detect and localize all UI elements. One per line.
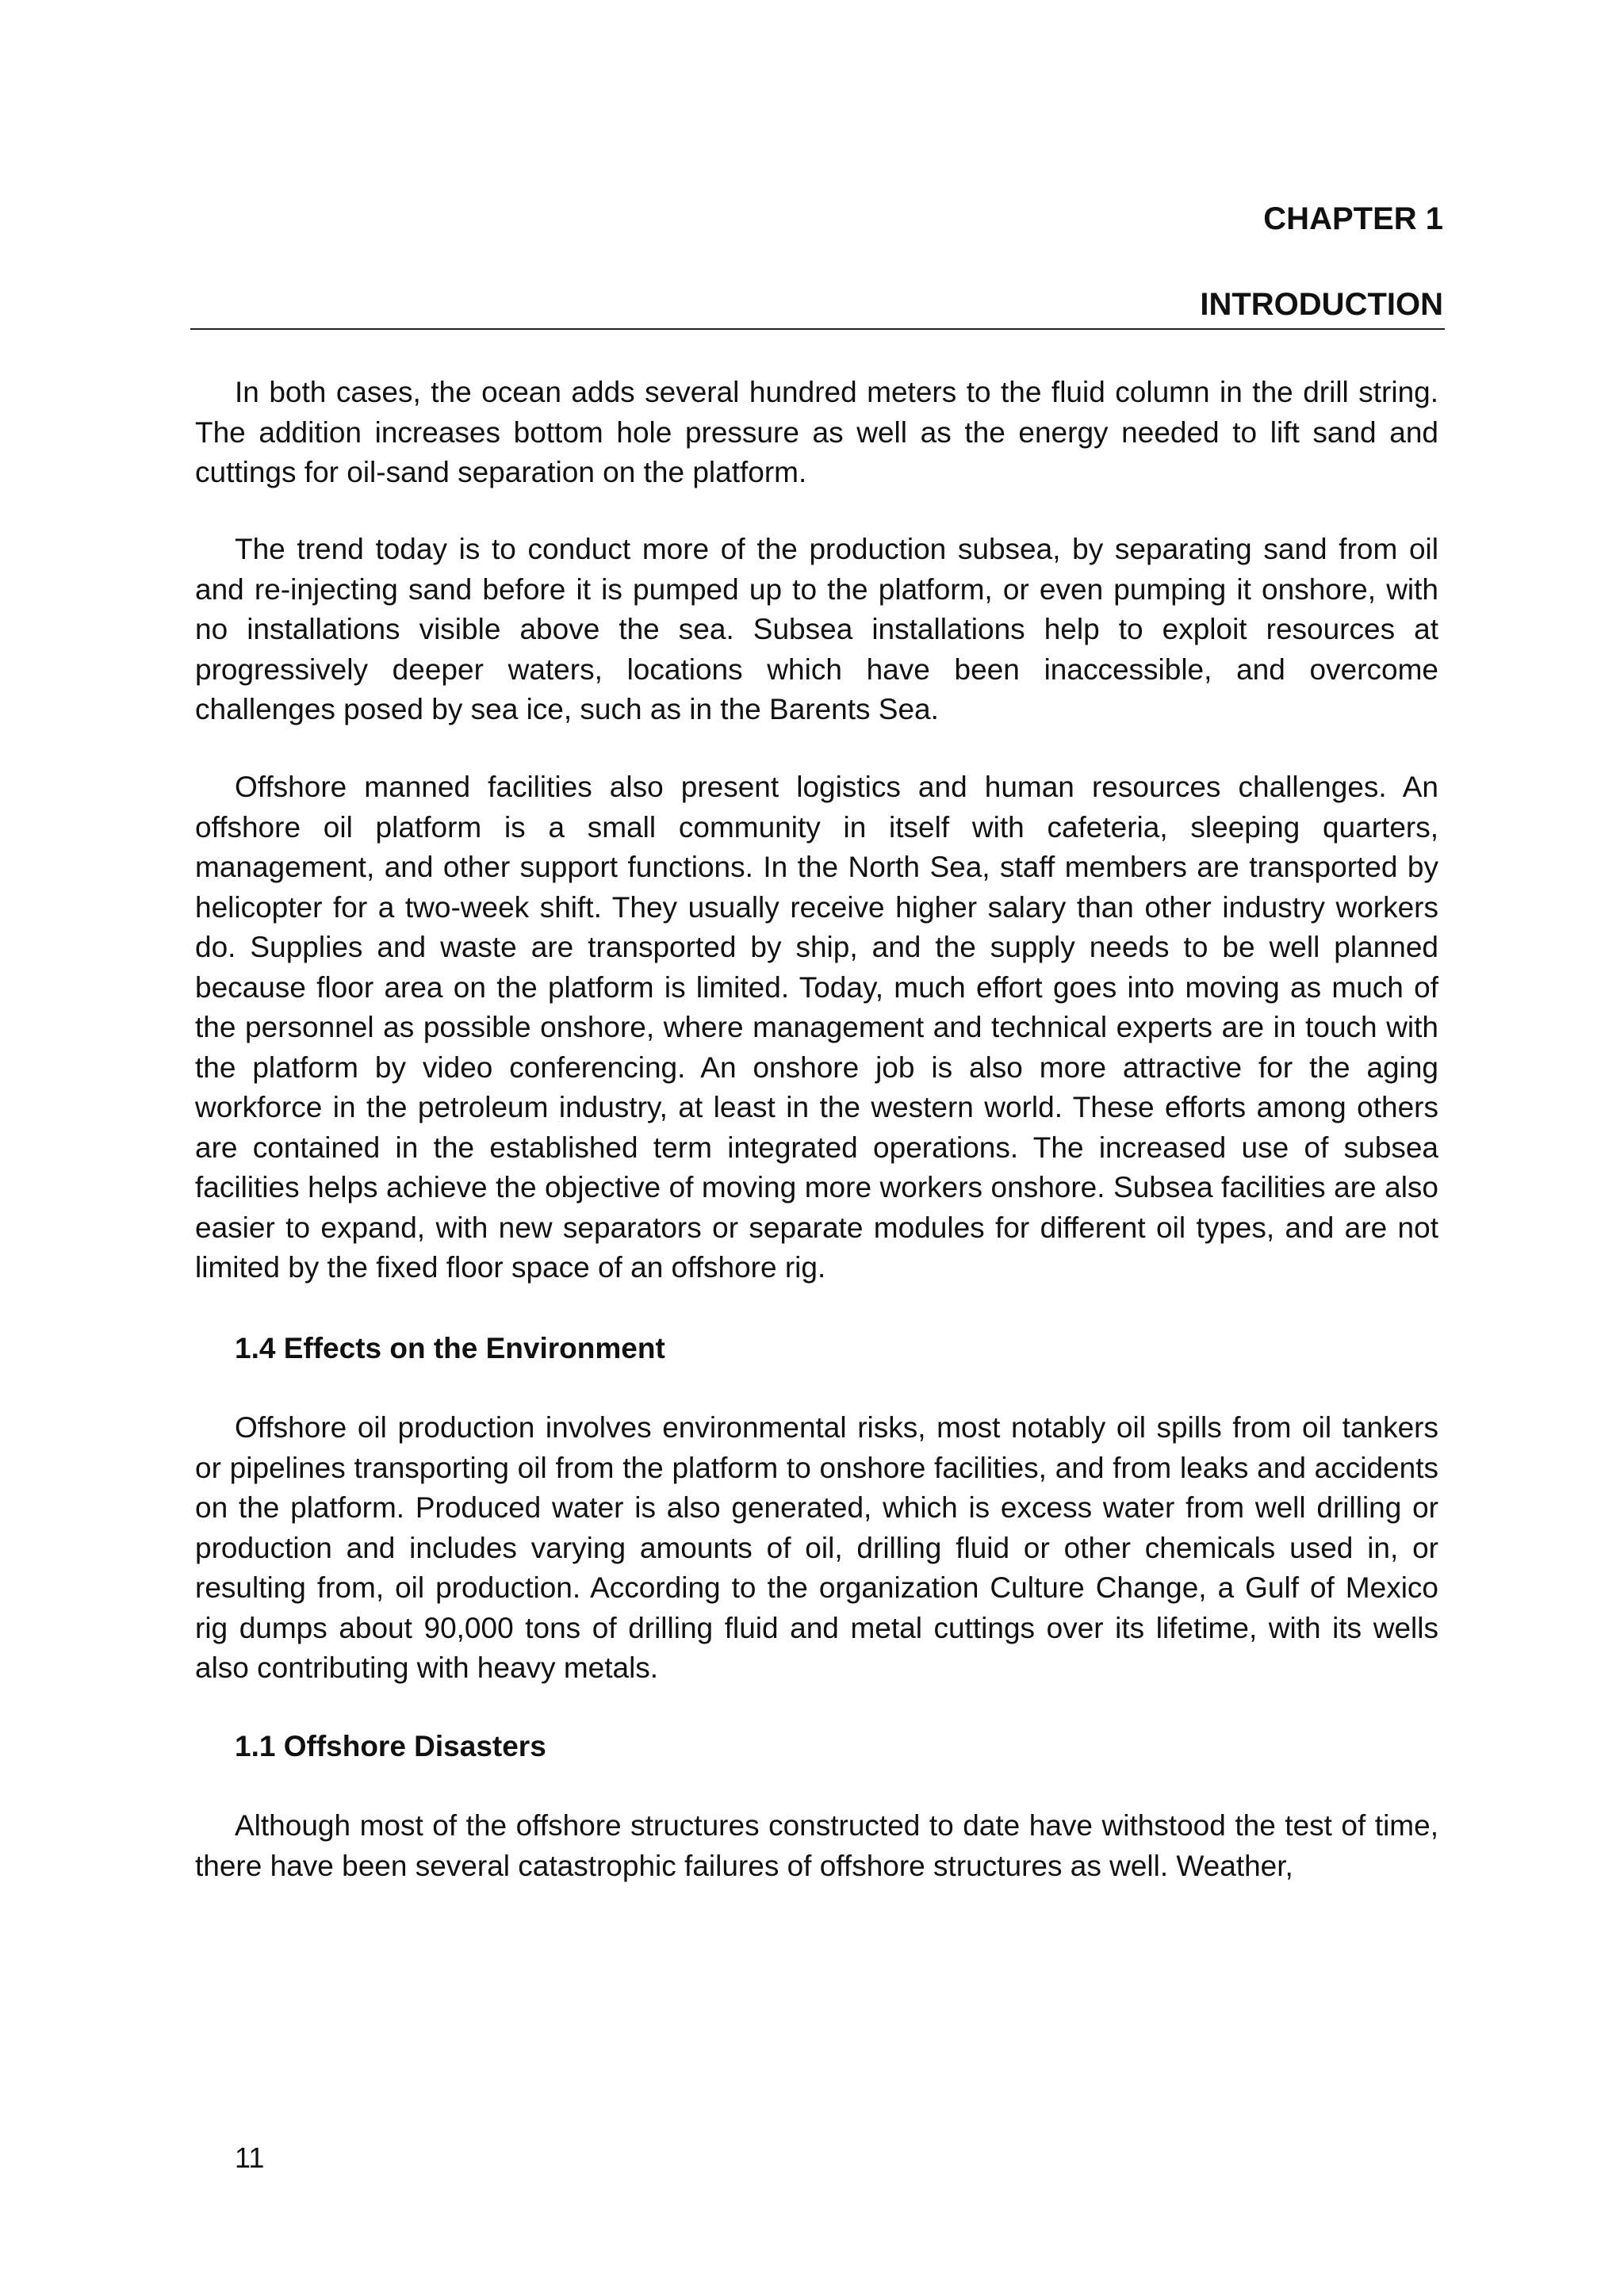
page-number: 11 (235, 2141, 265, 2174)
paragraph-manned-facilities: Offshore manned facilities also present logistics and human resources challenges. An offshore oil platform is a small community in itself with cafeteria, sleeping quarters, management, and other support functions. In the North Sea, staff members are transported by helicopter for a two-week shift. They usually receive higher salary than other industry workers do. Supplies and waste are transported by ship, and the supply needs to be well planned because floor area on the platform is limited. Today, much effort goes into moving as much of the personnel as possible onshore, where management and technical experts are in touch with the platform by video conferencing. An onshore job is also more attractive for the aging workforce in the petroleum industry, at least in the western world. These efforts among others are contained in the established term integrated operations. The increased use of subsea facilities helps achieve the objective of moving more workers onshore. Subsea facilities are also easier to expand, with new separators or separate modules for different oil types, and are not limited by the fixed floor space of an offshore rig. (195, 771, 1438, 1284)
chapter-title: INTRODUCTION (1200, 287, 1443, 322)
paragraph-environmental-risks: Offshore oil production involves environmental risks, most notably oil spills from oil tankers or pipelines transporting oil from the platform to onshore facilities, and from leaks and accidents on the platform. Produced water is also generated, which is excess water from well drilling or production and includes varying amounts of oil, drilling fluid or other chemicals used in, or resulting from, oil production. According to the organization Culture Change, a Gulf of Mexico rig dumps about 90,000 tons of drilling fluid and metal cuttings over its lifetime, with its wells also contributing with heavy metals. (195, 1411, 1438, 1684)
paragraph-disasters: Although most of the offshore structures constructed to date have withstood the test of time, there have been several catastrophic failures of offshore structures as well. Weather, (195, 1809, 1438, 1882)
paragraph-subsea-trend: The trend today is to conduct more of the production subsea, by separating sand from oil and re-injecting sand before it is pumped up to the platform, or even pumping it onshore, with no installations visible above the sea. Subsea installations help to exploit resources at progressively deeper waters, locations which have been inaccessible, and overcome challenges posed by sea ice, such as in the Barents Sea. (195, 533, 1438, 725)
paragraph-fluid-column: In both cases, the ocean adds several hundred meters to the fluid column in the drill string. The addition increases bottom hole pressure as well as the energy needed to lift sand and cuttings for oil-sand separation on the platform. (195, 376, 1438, 488)
section-heading-environment: 1.4 Effects on the Environment (235, 1332, 665, 1364)
chapter-label: CHAPTER 1 (1263, 201, 1443, 236)
header-rule (190, 328, 1445, 330)
section-heading-disasters: 1.1 Offshore Disasters (235, 1730, 546, 1762)
